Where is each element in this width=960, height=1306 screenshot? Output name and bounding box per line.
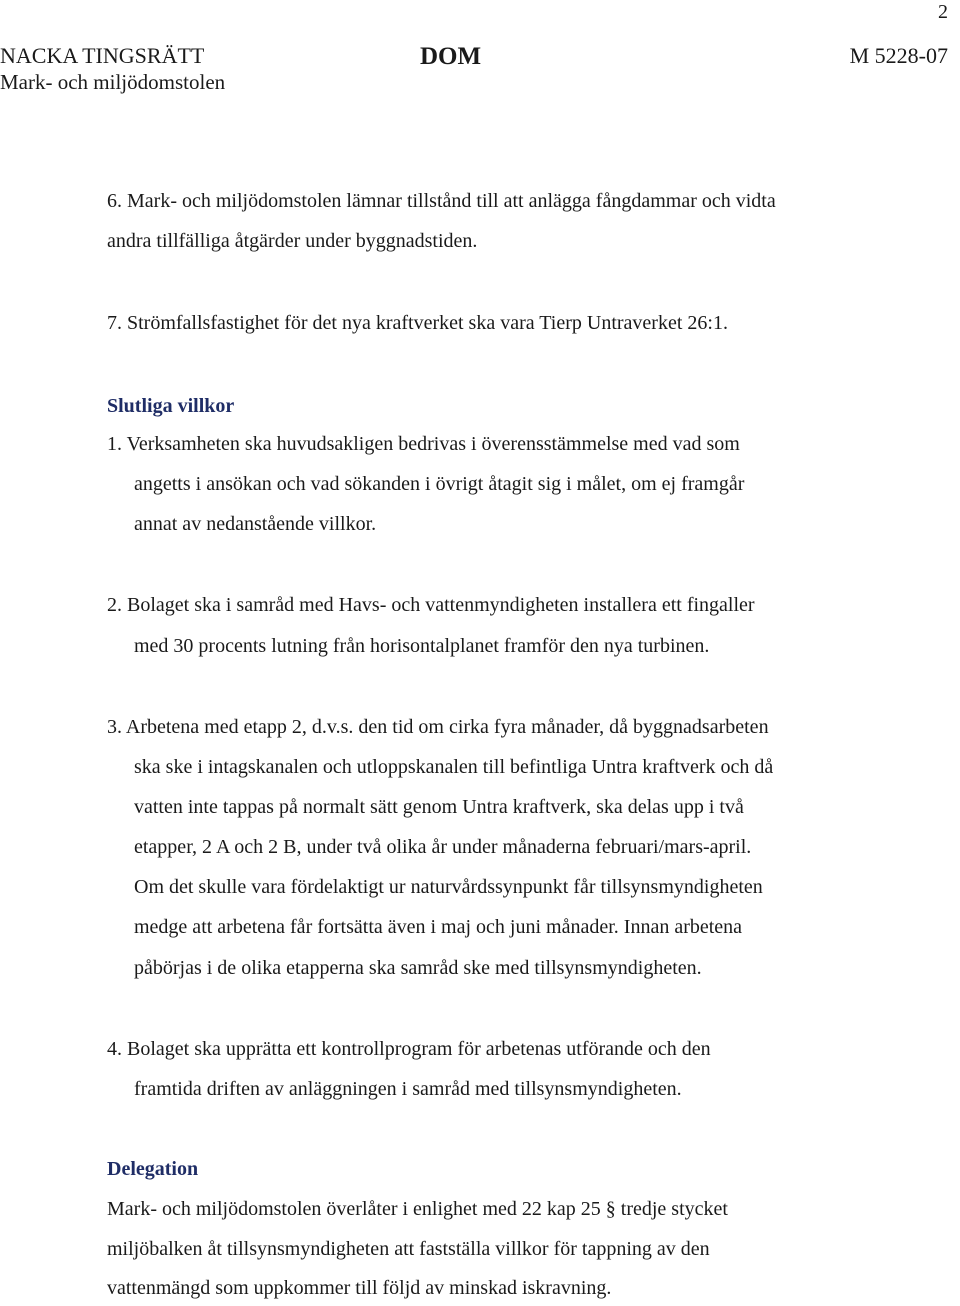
condition-3-line-3: vatten inte tappas på normalt sätt genom Untra kraftverk, ska delas upp i två xyxy=(134,796,744,818)
delegation-line-2: miljöbalken åt tillsynsmyndigheten att fastställa villkor för tappning av den xyxy=(107,1238,710,1260)
court-name: NACKA TINGSRÄTT xyxy=(0,43,205,68)
delegation-line-3: vattenmängd som uppkommer till följd av minskad iskravning. xyxy=(107,1277,612,1299)
final-conditions-heading: Slutliga villkor xyxy=(107,395,235,417)
condition-1-line-2: angetts i ansökan och vad sökanden i övrigt åtagit sig i målet, om ej framgår xyxy=(134,473,745,495)
condition-3-line-2: ska ske i intagskanalen och utloppskanalen till befintliga Untra kraftverk och då xyxy=(134,756,774,778)
condition-2-line-2: med 30 procents lutning från horisontalplanet framför den nya turbinen. xyxy=(134,635,710,657)
document-type: DOM xyxy=(420,43,482,70)
condition-4-line-2: framtida driften av anläggningen i samråd med tillsynsmyndigheten. xyxy=(134,1078,682,1100)
condition-3-line-5: Om det skulle vara fördelaktigt ur naturvårdssynpunkt får tillsynsmyndigheten xyxy=(134,876,763,898)
condition-3-line-7: påbörjas i de olika etapperna ska samråd ske med tillsynsmyndigheten. xyxy=(134,957,702,979)
condition-4-line-1: 4. Bolaget ska upprätta ett kontrollprogram för arbetenas utförande och den xyxy=(107,1038,711,1060)
item-6-line-1: 6. Mark- och miljödomstolen lämnar tillstånd till att anlägga fångdammar och vidta xyxy=(107,190,776,212)
condition-3-line-6: medge att arbetena får fortsätta även i maj och juni månader. Innan arbetena xyxy=(134,916,743,938)
page-number: 2 xyxy=(938,1,948,23)
item-6-line-2: andra tillfälliga åtgärder under byggnadstiden. xyxy=(107,230,478,252)
condition-1-line-3: annat av nedanstående villkor. xyxy=(134,513,377,535)
condition-3-line-4: etapper, 2 A och 2 B, under två olika år under månaderna februari/mars-april. xyxy=(134,836,752,858)
delegation-line-1: Mark- och miljödomstolen överlåter i enlighet med 22 kap 25 § tredje stycket xyxy=(107,1198,728,1220)
item-7-line-1: 7. Strömfallsfastighet för det nya kraftverket ska vara Tierp Untraverket 26:1. xyxy=(107,312,728,334)
case-number: M 5228-07 xyxy=(849,43,948,68)
document-header xyxy=(0,42,960,102)
condition-1-line-1: 1. Verksamheten ska huvudsakligen bedrivas i överensstämmelse med vad som xyxy=(107,433,740,455)
delegation-heading: Delegation xyxy=(107,1158,199,1180)
condition-2-line-1: 2. Bolaget ska i samråd med Havs- och vattenmyndigheten installera ett fingaller xyxy=(107,594,755,616)
condition-3-line-1: 3. Arbetena med etapp 2, d.v.s. den tid om cirka fyra månader, då byggnadsarbeten xyxy=(107,716,769,738)
court-division: Mark- och miljödomstolen xyxy=(0,70,226,94)
